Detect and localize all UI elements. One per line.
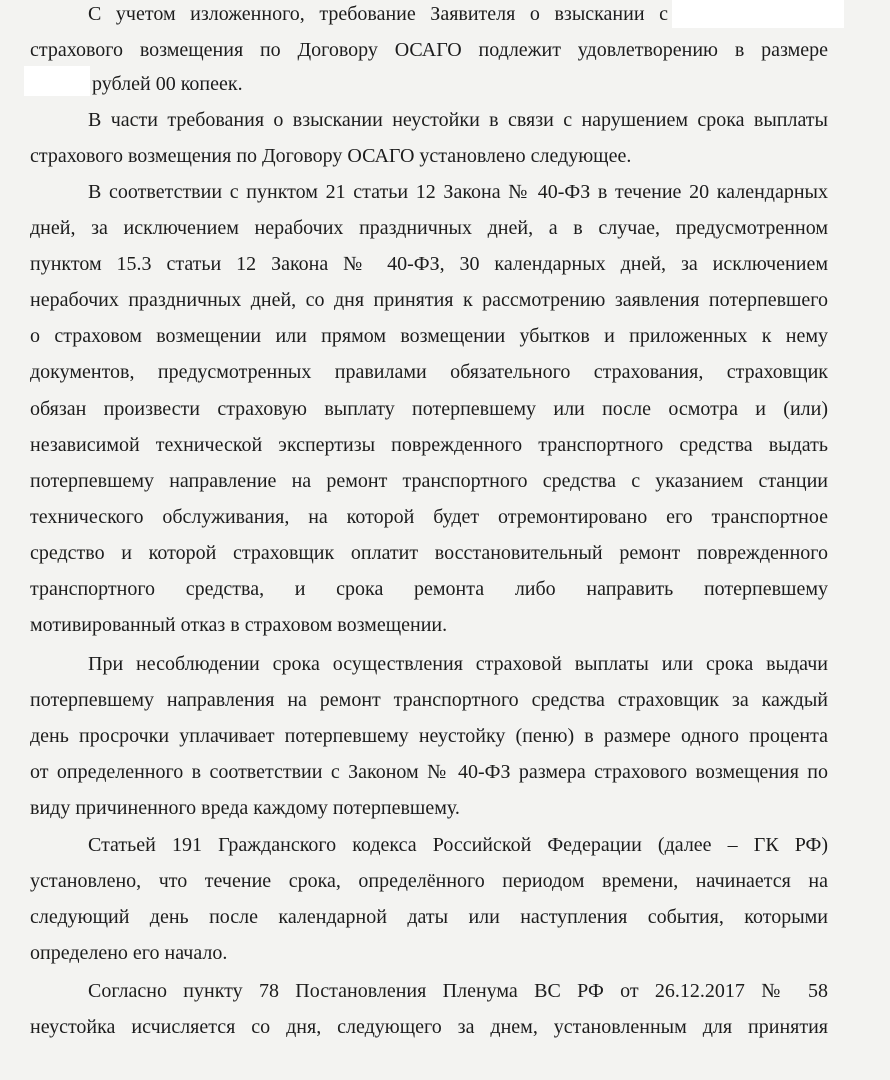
paragraph-3-line-13: мотивированный отказ в страховом возмещении. [30, 614, 448, 636]
paragraph-5-line-4: определено его начало. [30, 942, 228, 964]
paragraph-3-line-7: обязан произвести страховую выплату потерпевшему или после осмотра и (или) [30, 398, 828, 420]
redaction-block-company [672, 0, 844, 28]
paragraph-3-line-11: средство и которой страховщик оплатит восстановительный ремонт поврежденного [30, 542, 828, 564]
paragraph-1-line-2: страхового возмещения по Договору ОСАГО подлежит удовлетворению в размере [30, 39, 828, 61]
paragraph-2-line-2: страхового возмещения по Договору ОСАГО установлено следующее. [30, 145, 632, 167]
paragraph-5-line-3: следующий день после календарной даты или наступления события, которыми [30, 906, 828, 928]
paragraph-1-line-1: С учетом изложенного, требование Заявителя о взыскании с [88, 3, 668, 25]
paragraph-3-line-10: технического обслуживания, на которой будет отремонтировано его транспортное [30, 506, 828, 528]
paragraph-6-line-1: Согласно пункту 78 Постановления Пленума ВС РФ от 26.12.2017 № 58 [88, 980, 828, 1002]
paragraph-5-line-2: установлено, что течение срока, определённого периодом времени, начинается на [30, 870, 828, 892]
paragraph-3-line-9: потерпевшему направление на ремонт транспортного средства с указанием станции [30, 470, 828, 492]
redaction-block-amount [24, 66, 90, 96]
paragraph-4-line-1: При несоблюдении срока осуществления страховой выплаты или срока выдачи [88, 653, 828, 675]
paragraph-5-line-1: Статьей 191 Гражданского кодекса Российской Федерации (далее – ГК РФ) [88, 834, 828, 856]
paragraph-4-line-5: виду причиненного вреда каждому потерпевшему. [30, 797, 460, 819]
paragraph-3-line-2: дней, за исключением нерабочих праздничных дней, а в случае, предусмотренном [30, 217, 828, 239]
paragraph-3-line-8: независимой технической экспертизы поврежденного транспортного средства выдать [30, 434, 828, 456]
paragraph-6-line-2: неустойка исчисляется со дня, следующего за днем, установленным для принятия [30, 1016, 828, 1038]
paragraph-4-line-2: потерпевшему направления на ремонт транспортного средства страховщик за каждый [30, 689, 828, 711]
paragraph-3-line-1: В соответствии с пунктом 21 статьи 12 Закона № 40-ФЗ в течение 20 календарных [88, 181, 828, 203]
paragraph-3-line-4: нерабочих праздничных дней, со дня принятия к рассмотрению заявления потерпевшего [30, 289, 828, 311]
paragraph-4-line-3: день просрочки уплачивает потерпевшему неустойку (пеню) в размере одного процента [30, 725, 828, 747]
paragraph-3-line-6: документов, предусмотренных правилами обязательного страхования, страховщик [30, 361, 828, 383]
paragraph-3-line-3: пунктом 15.3 статьи 12 Закона № 40-ФЗ, 30 календарных дней, за исключением [30, 253, 828, 275]
paragraph-2-line-1: В части требования о взыскании неустойки в связи с нарушением срока выплаты [88, 109, 828, 131]
paragraph-3-line-5: о страховом возмещении или прямом возмещении убытков и приложенных к нему [30, 325, 828, 347]
paragraph-3-line-12: транспортного средства, и срока ремонта либо направить потерпевшему [30, 578, 828, 600]
paragraph-4-line-4: от определенного в соответствии с Законом № 40-ФЗ размера страхового возмещения по [30, 761, 828, 783]
paragraph-1-line-3: рублей 00 копеек. [92, 73, 243, 95]
